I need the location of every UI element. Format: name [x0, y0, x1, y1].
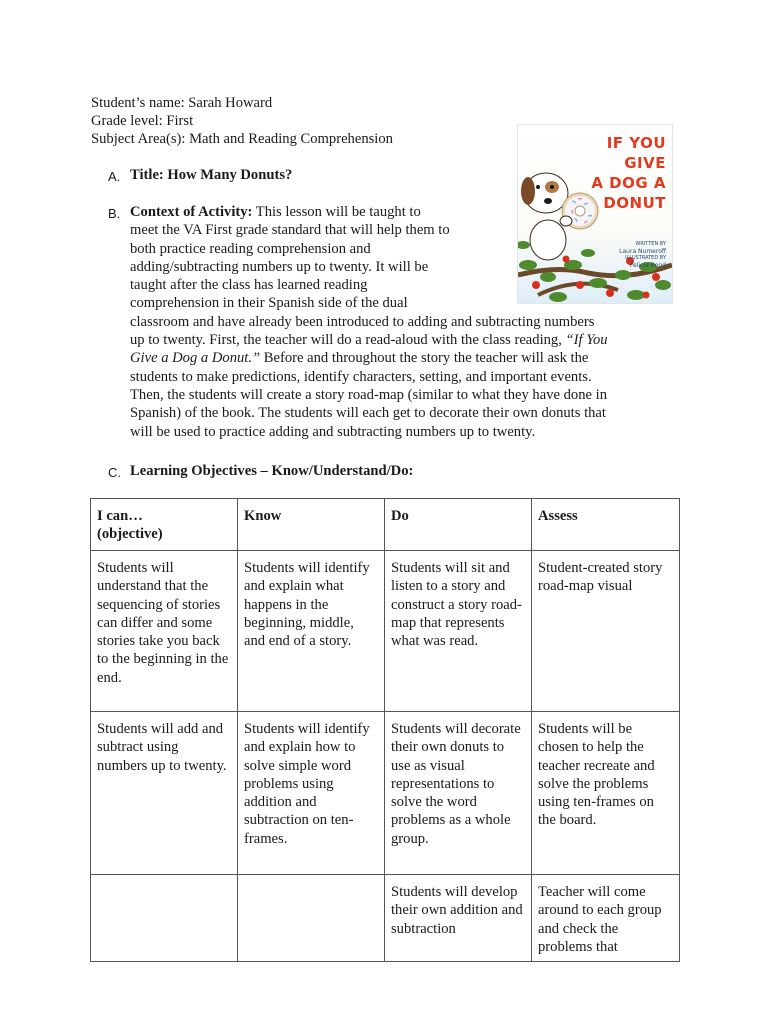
grade-level: Grade level: First	[91, 113, 194, 129]
table-cell	[91, 875, 238, 962]
table-cell: Students will understand that the sequencing of stories can differ and some stories take you back to the beginning in the end.	[91, 551, 238, 712]
subject-area: Subject Area(s): Math and Reading Comprehension	[91, 131, 393, 147]
header-know: Know	[238, 499, 385, 551]
section-a-letter: A.	[108, 169, 121, 184]
section-c-letter: C.	[108, 465, 121, 480]
section-b-letter: B.	[108, 206, 121, 221]
table-row	[91, 875, 680, 962]
table-cell: Students will identify and explain what happens in the beginning, middle, and end of a story.	[238, 551, 385, 712]
book-cover-title: IF YOU GIVE A DOG A DONUT	[591, 134, 666, 212]
learning-objectives-table	[90, 498, 680, 962]
book-title-inline: “If You	[565, 332, 608, 349]
book-cover-image	[517, 124, 673, 304]
book-cover-credits: WRITTEN BY Laura Numeroff ILLUSTRATED BY Felicia Bond	[619, 241, 666, 269]
table-cell: Students will develop their own addition and subtraction	[385, 875, 532, 962]
table-cell: Student-created story road-map visual	[532, 551, 680, 712]
book-title-inline-cont: Give a Dog a Donut.”	[130, 350, 261, 367]
context-paragraph: Context of Activity: This lesson will be taught to meet the VA First grade standard that will help them to both practice reading comprehension and adding/subtracting numbers up to twenty. It will be taught after the class has learned reading comprehension in their Spanish side of the dual classroom and have already been introduced to adding and subtracting numbers up to twenty. First, the teacher will do a read-aloud with the class reading, “If You Give a Dog a Donut.” Before and throughout the story the teacher will ask the students to make predictions, identify characters, setting, and important events. Then, the students will create a story road-map (similar to what they have done in Spanish) of the book. The students will each get to decorate their own donuts that will be used to practice adding and subtracting numbers up to twenty.	[130, 204, 608, 440]
header-i-can: I can… (objective)	[91, 499, 238, 551]
section-a-title: Title: How Many Donuts?	[130, 167, 293, 183]
table-row	[91, 712, 680, 875]
table-row	[91, 551, 680, 712]
table-cell: Students will be chosen to help the teacher recreate and solve the problems using ten-frames on the board.	[532, 712, 680, 875]
table-header-row	[91, 499, 680, 551]
table-cell: Students will sit and listen to a story and construct a story road-map that represents what was read.	[385, 551, 532, 712]
table-cell: Students will decorate their own donuts to use as visual representations to solve the word problems as a whole group.	[385, 712, 532, 875]
section-c-title: Learning Objectives – Know/Understand/Do:	[130, 463, 414, 479]
header-do: Do	[385, 499, 532, 551]
header-assess: Assess	[532, 499, 680, 551]
table-cell: Students will add and subtract using numbers up to twenty.	[91, 712, 238, 875]
table-cell: Students will identify and explain how to solve simple word problems using addition and subtraction on ten-frames.	[238, 712, 385, 875]
student-name: Student’s name: Sarah Howard	[91, 95, 273, 111]
table-cell: Teacher will come around to each group and check the problems that	[532, 875, 680, 962]
context-label: Context of Activity:	[130, 204, 253, 220]
table-cell	[238, 875, 385, 962]
